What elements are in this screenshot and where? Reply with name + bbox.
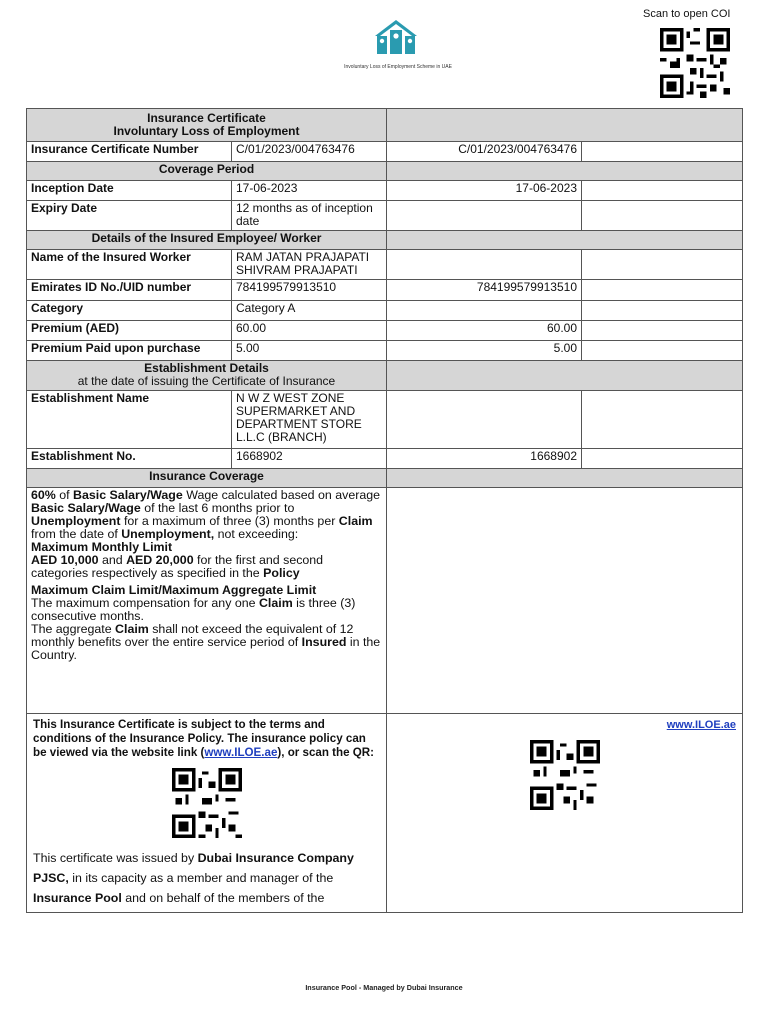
expiry-date-label-ar	[582, 201, 743, 231]
emirates-id-value-ar: 784199579913510	[387, 280, 582, 301]
iloe-logo	[315, 14, 479, 80]
coverage-period-heading-ar	[387, 162, 743, 181]
inception-date-label: Inception Date	[27, 181, 232, 201]
insured-name-label: Name of the Insured Worker	[27, 250, 232, 280]
certificate-title-line-1: Insurance Certificate	[147, 111, 266, 125]
establishment-name-label: Establishment Name	[27, 391, 232, 449]
terms-statement: This Insurance Certificate is subject to the terms and conditions of the Insurance Policy. The insurance policy can be viewed via the website link (www.ILOE.ae), or scan the QR:	[33, 718, 375, 759]
premium-label: Premium (AED)	[27, 321, 232, 341]
iloe-website-link-ar[interactable]: www.ILOE.ae	[666, 719, 736, 731]
category-value-ar	[387, 301, 582, 321]
cert-number-label-ar	[582, 142, 743, 162]
inception-date-value: 17-06-2023	[232, 181, 387, 201]
category-label-ar	[582, 301, 743, 321]
max-monthly-limit-heading: Maximum Monthly Limit	[31, 540, 173, 554]
logo-subtitle: Involuntary Loss of Employment Scheme in UAE	[344, 64, 452, 70]
establishment-no-value-ar: 1668902	[387, 449, 582, 469]
expiry-date-value: 12 months as of inception date	[232, 201, 387, 231]
insured-details-heading-ar	[387, 231, 743, 250]
scan-label: Scan to open COI	[643, 8, 731, 20]
establishment-name-value-ar	[387, 391, 582, 449]
iloe-website-link[interactable]: www.ILOE.ae	[204, 746, 278, 759]
insurance-coverage-heading-ar	[387, 469, 743, 488]
footer-text: Insurance Pool - Managed by Dubai Insurance	[305, 983, 463, 992]
insurance-coverage-heading: Insurance Coverage	[27, 469, 387, 488]
category-label: Category	[27, 301, 232, 321]
qr-code-icon[interactable]	[660, 28, 730, 98]
expiry-date-label: Expiry Date	[27, 201, 232, 231]
policy-qr-code-icon[interactable]	[172, 768, 242, 838]
terms-statement-ar	[393, 718, 736, 732]
inception-date-value-ar: 17-06-2023	[387, 181, 582, 201]
insurance-certificate-table	[26, 108, 743, 913]
issuer-statement: This certificate was issued by Dubai Insurance Company PJSC, in its capacity as a member and manager of the Insurance Pool and on behalf of the members of the	[33, 851, 354, 905]
cert-number-label: Insurance Certificate Number	[27, 142, 232, 162]
emirates-id-label-ar	[582, 280, 743, 301]
establishment-no-label-ar	[582, 449, 743, 469]
insured-name-label-ar	[582, 250, 743, 280]
inception-date-label-ar	[582, 181, 743, 201]
coverage-period-heading: Coverage Period	[27, 162, 387, 181]
establishment-details-heading-ar	[387, 361, 743, 391]
page-header	[0, 0, 768, 100]
premium-paid-label-ar	[582, 341, 743, 361]
establishment-no-value: 1668902	[232, 449, 387, 469]
insured-name-value: RAM JATAN PRAJAPATI SHIVRAM PRAJAPATI	[232, 250, 387, 280]
emirates-id-label: Emirates ID No./UID number	[27, 280, 232, 301]
max-claim-limit-heading: Maximum Claim Limit/Maximum Aggregate Limit	[31, 583, 317, 597]
establishment-no-label: Establishment No.	[27, 449, 232, 469]
establishment-details-heading: Establishment Details	[144, 361, 269, 375]
establishment-details-subheading: at the date of issuing the Certificate of Insurance	[77, 374, 336, 388]
category-value: Category A	[232, 301, 387, 321]
premium-paid-label: Premium Paid upon purchase	[27, 341, 232, 361]
cert-number-value: C/01/2023/004763476	[232, 142, 387, 162]
cert-number-value-ar: C/01/2023/004763476	[387, 142, 582, 162]
premium-paid-value: 5.00	[232, 341, 387, 361]
certificate-title-line-2: Involuntary Loss of Employment	[113, 124, 300, 138]
establishment-name-label-ar	[582, 391, 743, 449]
premium-value-ar: 60.00	[387, 321, 582, 341]
emirates-id-value: 784199579913510	[232, 280, 387, 301]
certificate-title-ar	[387, 109, 743, 142]
insured-details-heading: Details of the Insured Employee/ Worker	[27, 231, 387, 250]
premium-label-ar	[582, 321, 743, 341]
establishment-name-value: N W Z WEST ZONE SUPERMARKET AND DEPARTMENT STORE L.L.C (BRANCH)	[232, 391, 387, 449]
premium-paid-value-ar: 5.00	[387, 341, 582, 361]
premium-value: 60.00	[232, 321, 387, 341]
expiry-date-value-ar	[387, 201, 582, 231]
policy-qr-code-ar-icon[interactable]	[530, 740, 600, 810]
coverage-description: 60% of Basic Salary/Wage Wage calculated based on average Basic Salary/Wage of the last 6 months prior to Unemployment for a maximum of three (3) months per Claim from the date of Unemployment, not exceeding: Maximum Monthly Limit AED 10,000 and AED 20,000 for the first and second categories respectively as specified in the Policy Maximum Claim Limit/Maximum Aggregate Limit The maximum compensation for any one Claim is three (3) consecutive months. The aggregate Claim shall not exceed the equivalent of 12 monthly benefits over the entire service period of Insured in the Country.	[27, 488, 387, 714]
insured-name-value-ar	[387, 250, 582, 280]
coverage-description-ar	[387, 488, 743, 714]
